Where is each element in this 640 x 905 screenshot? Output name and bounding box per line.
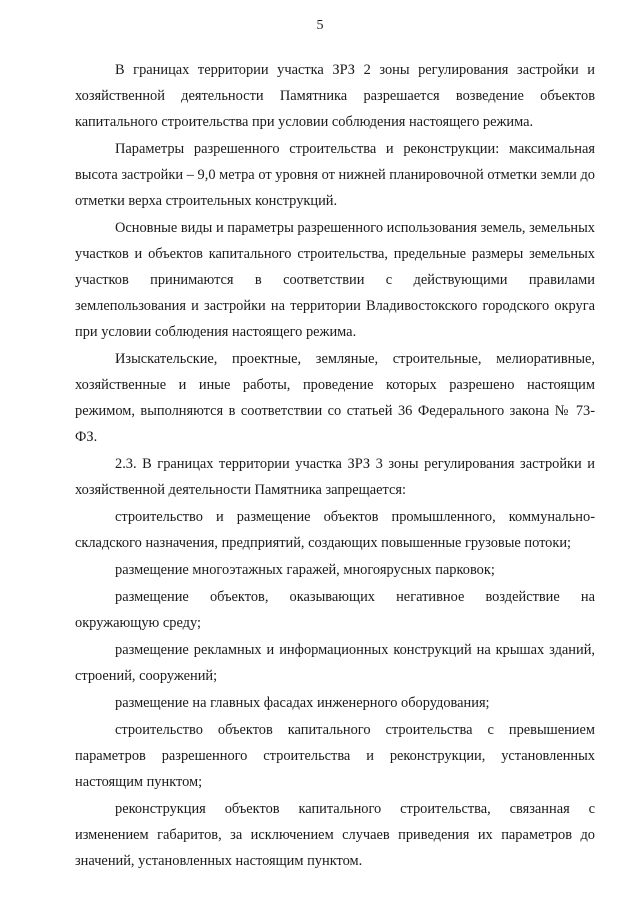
document-body [75, 57, 595, 874]
list-item: строительство и размещение объектов промышленного, коммунально-складского назначения, предприятий, создающих повышенные грузовые потоки; [75, 509, 595, 551]
list-item: размещение многоэтажных гаражей, многоярусных парковок; [115, 562, 495, 578]
page-number: 5 [316, 18, 324, 33]
list-item: размещение рекламных и информационных конструкций на крышах зданий, строений, сооружений; [75, 642, 595, 684]
paragraph: Основные виды и параметры разрешенного использования земель, земельных участков и объектов капитального строительства, предельные размеры земельных участков принимаются в соответствии с действующими правилами землепользования и застройки на территории Владивостокского городского округа при условии соблюдения настоящего режима. [75, 220, 595, 340]
paragraph: Параметры разрешенного строительства и реконструкции: максимальная высота застройки – 9,0 метра от уровня от нижней планировочной отметки земли до отметки верха строительных конструкций. [75, 141, 595, 209]
paragraph: 2.3. В границах территории участка ЗРЗ 3 зоны регулирования застройки и хозяйственной деятельности Памятника запрещается: [75, 456, 595, 498]
paragraph: В границах территории участка ЗРЗ 2 зоны регулирования застройки и хозяйственной деятельности Памятника разрешается возведение объектов капитального строительства при условии соблюдения настоящего режима. [75, 62, 595, 130]
list-item: реконструкция объектов капитального строительства, связанная с изменением габаритов, за исключением случаев приведения их параметров до значений, установленных настоящим пунктом. [75, 801, 595, 869]
list-item: размещение на главных фасадах инженерного оборудования; [115, 695, 490, 711]
paragraph: Изыскательские, проектные, земляные, строительные, мелиоративные, хозяйственные и иные работы, проведение которых разрешено настоящим режимом, выполняются в соответствии со статьей 36 Федерального закона № 73-ФЗ. [75, 351, 595, 445]
list-item: строительство объектов капитального строительства с превышением параметров разрешенного строительства и реконструкции, установленных настоящим пунктом; [75, 722, 595, 790]
list-item: размещение объектов, оказывающих негативное воздействие на окружающую среду; [75, 589, 595, 631]
